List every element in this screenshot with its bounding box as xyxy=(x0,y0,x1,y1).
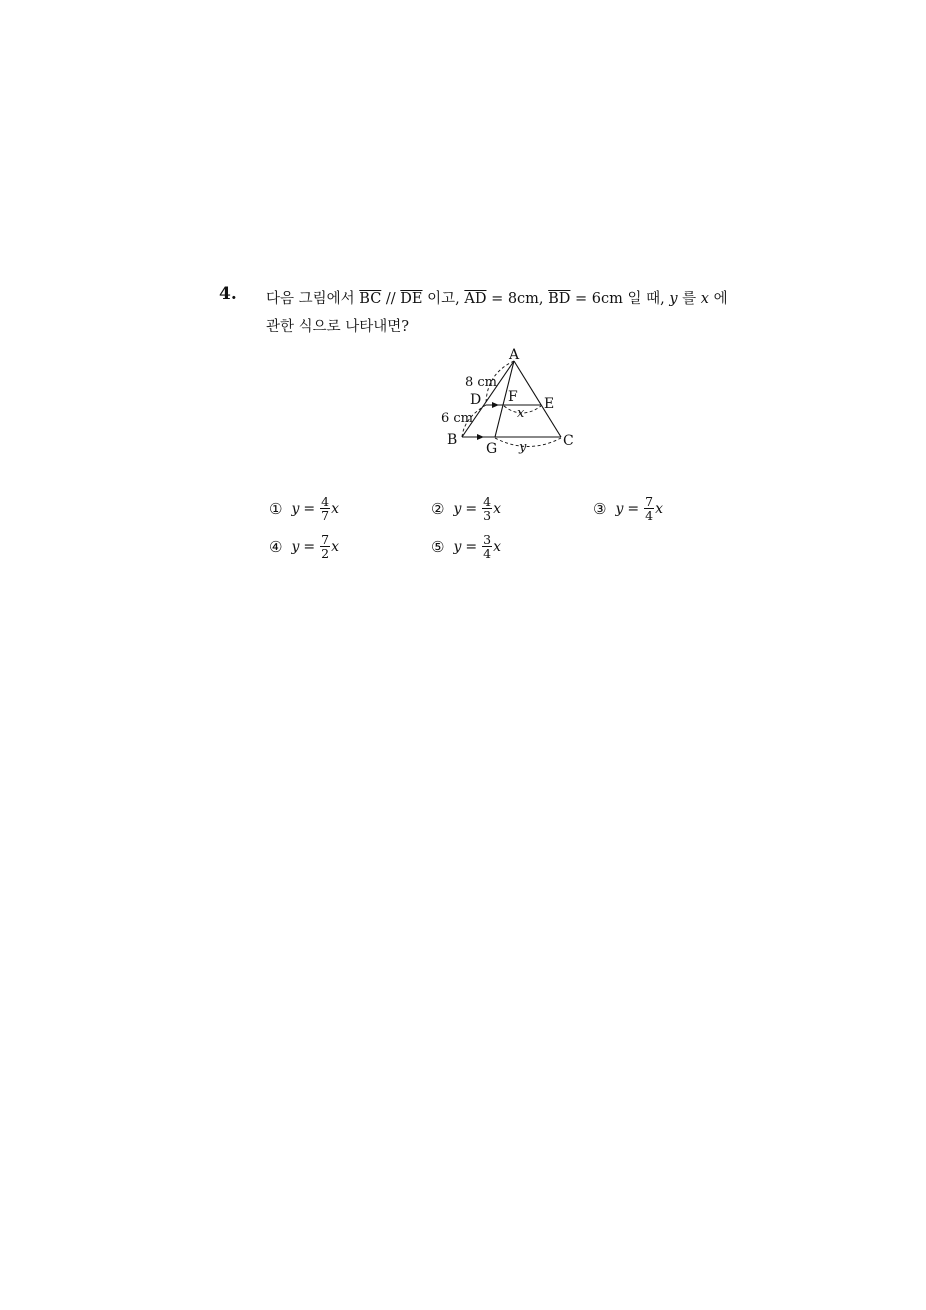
variable-x: x xyxy=(331,538,339,555)
equals-sign: = xyxy=(303,538,316,555)
equation-lhs: y xyxy=(453,538,462,555)
fraction xyxy=(482,495,492,522)
question-text-part: 에 xyxy=(708,291,728,307)
choice-5[interactable] xyxy=(431,533,501,560)
fraction xyxy=(320,495,330,522)
choice-3[interactable] xyxy=(593,495,663,522)
choice-number: ④ xyxy=(269,537,283,556)
choice-number: ③ xyxy=(593,499,607,518)
segment-de: $\overline{DE}$ xyxy=(400,291,423,307)
triangle-figure xyxy=(438,342,588,464)
variable-x: x xyxy=(493,500,501,517)
denominator: 4 xyxy=(483,546,492,561)
choice-4[interactable] xyxy=(269,533,339,560)
label-bd-length: 6 cm xyxy=(441,411,474,426)
equation-lhs: y xyxy=(291,500,300,517)
label-g: G xyxy=(486,441,498,457)
equals-sign: = xyxy=(303,500,316,517)
segment-bc: $\overline{BC}$ xyxy=(359,291,382,307)
problem-number: 4. xyxy=(219,284,237,304)
question-text-part: 를 xyxy=(677,291,701,307)
question-text-part: 이고, xyxy=(422,291,465,307)
variable-y: y xyxy=(669,291,678,307)
numerator: 7 xyxy=(321,532,330,547)
variable-x: x xyxy=(655,500,663,517)
equation-lhs: y xyxy=(453,500,462,517)
label-a: A xyxy=(509,347,520,363)
dashed-arc-y xyxy=(495,438,561,447)
question-text-part: 다음 그림에서 xyxy=(266,291,360,307)
equals-sign: = xyxy=(465,538,478,555)
equals-sign: = xyxy=(627,500,640,517)
parallel-symbol: // xyxy=(381,291,401,307)
variable-x: x xyxy=(331,500,339,517)
choice-number: ① xyxy=(269,499,283,518)
label-ad-length: 8 cm xyxy=(465,375,498,390)
label-x: x xyxy=(517,406,525,421)
label-y: y xyxy=(519,440,527,455)
question-line-1 xyxy=(266,285,766,313)
fraction xyxy=(482,533,492,560)
choice-1[interactable] xyxy=(269,495,339,522)
equals-sign: = xyxy=(465,500,478,517)
label-d: D xyxy=(470,392,482,408)
segment-ad: $\overline{AD}$ xyxy=(464,291,487,307)
parallel-arrow-de xyxy=(492,402,499,408)
label-e: E xyxy=(544,396,555,412)
variable-x: x xyxy=(700,291,709,307)
segment-bd: $\overline{BD}$ xyxy=(548,291,571,307)
numerator: 7 xyxy=(645,494,654,509)
variable-x: x xyxy=(493,538,501,555)
label-f: F xyxy=(508,389,518,405)
numerator: 3 xyxy=(483,532,492,547)
question-line-2: 관한 식으로 나타내면? xyxy=(266,319,410,335)
label-c: C xyxy=(563,433,574,449)
numerator: 4 xyxy=(483,494,492,509)
denominator: 4 xyxy=(645,508,654,523)
question-text-part: = 8cm, xyxy=(486,291,549,307)
denominator: 2 xyxy=(321,546,330,561)
denominator: 7 xyxy=(321,508,330,523)
choice-number: ⑤ xyxy=(431,537,445,556)
label-b: B xyxy=(447,432,458,448)
numerator: 4 xyxy=(321,494,330,509)
fraction xyxy=(320,533,330,560)
equation-lhs: y xyxy=(291,538,300,555)
question-text xyxy=(266,285,766,341)
fraction xyxy=(644,495,654,522)
denominator: 3 xyxy=(483,508,492,523)
choice-number: ② xyxy=(431,499,445,518)
equation-lhs: y xyxy=(615,500,624,517)
parallel-arrow-bc xyxy=(477,434,484,440)
question-text-part: = 6cm 일 때, xyxy=(570,291,670,307)
choice-2[interactable] xyxy=(431,495,501,522)
